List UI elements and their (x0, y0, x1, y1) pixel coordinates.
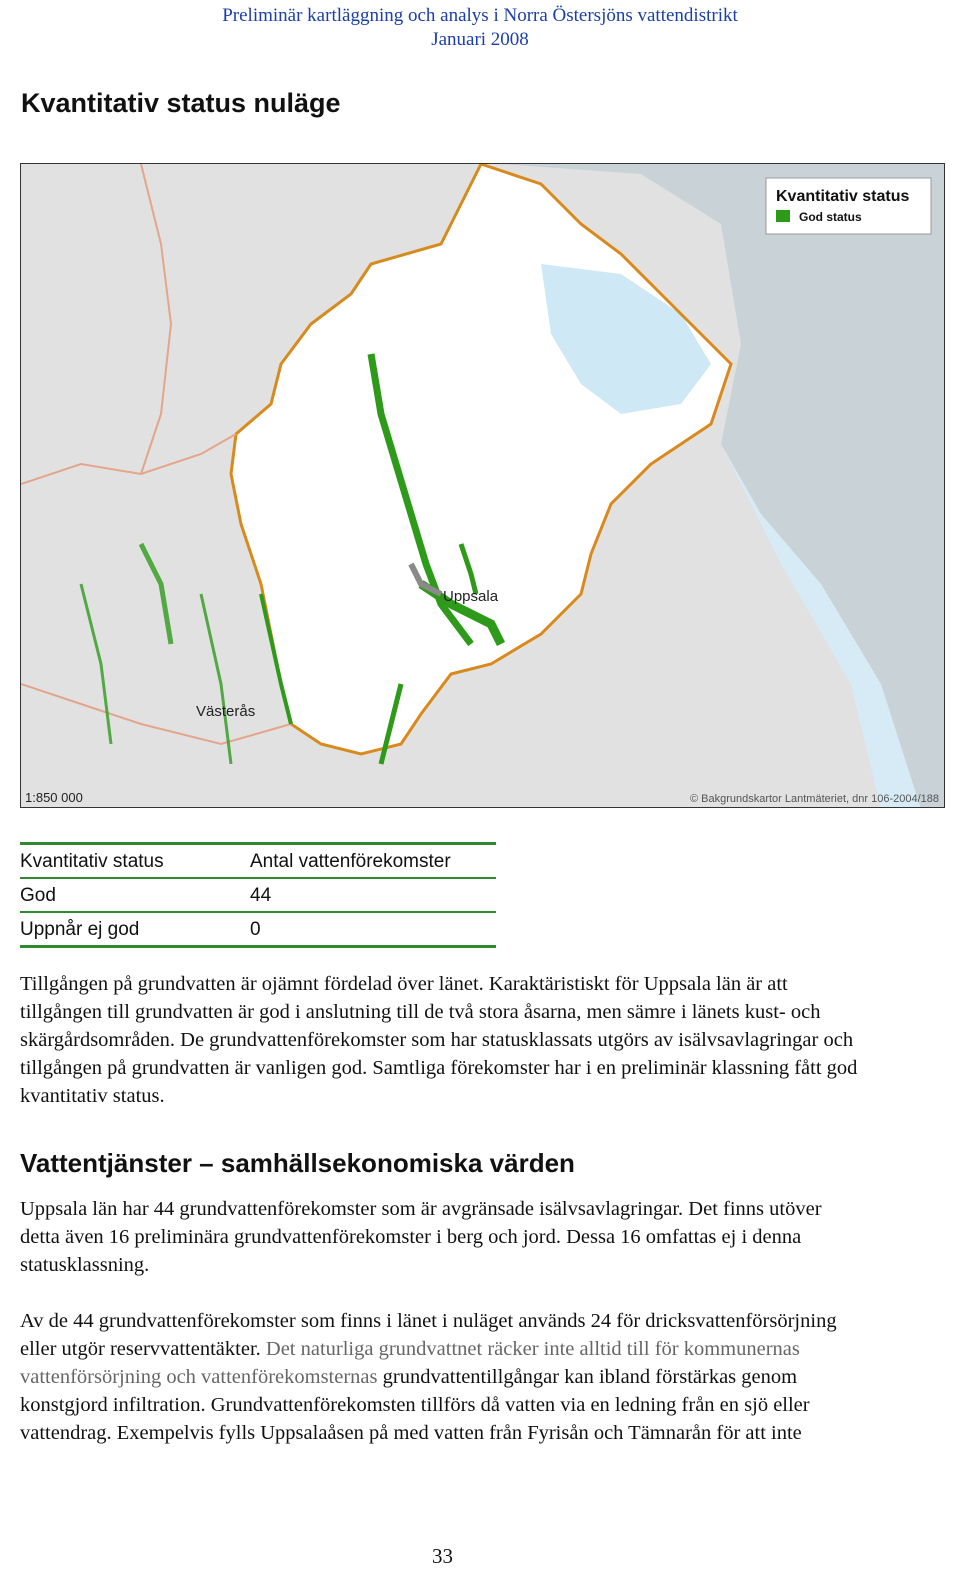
section-heading: Vattentjänster – samhällsekonomiska värden (20, 1148, 575, 1178)
status-map (20, 163, 945, 808)
legend-box (766, 178, 931, 234)
legend-swatch (776, 210, 790, 222)
paragraph-3 (20, 1307, 860, 1447)
label-uppsala: Uppsala (443, 588, 499, 605)
status-table-header (20, 844, 496, 879)
map-copyright: © Bakgrundskartor Lantmäteriet, dnr 106-2004/188 (689, 793, 939, 805)
paragraph-1: Tillgången på grundvatten är ojämnt fördelad över länet. Karaktäristiskt för Uppsala län är att tillgången till grundvatten är god i anslutning till de två stora åsarna, men sämre i länets kust- och skärgårdsområden. De grundvattenförekomster som har statusklassats utgörs av isälvsavlagringar och tillgången på grundvatten är vanligen god. Samtliga förekomster har i en preliminär klassning fått god kvantitativ status. (20, 973, 858, 1107)
paragraph-2: Uppsala län har 44 grundvattenförekomster som är avgränsade isälvsavlagringar. Det finns utöver detta även 16 preliminära grundvattenförekomster i berg och jord. Dessa 16 omfattas ej i denna statusklassning. (20, 1198, 822, 1276)
legend-title: Kvantitativ status (776, 188, 910, 205)
count-cell: 44 (250, 885, 272, 906)
page-number: 33 (432, 1544, 453, 1568)
page-title: Kvantitativ status nuläge (21, 88, 341, 118)
table-row (20, 912, 496, 947)
count-cell: 0 (250, 919, 261, 940)
header-line-1: Preliminär kartläggning och analys i Norra Östersjöns vattendistrikt (222, 5, 738, 26)
paragraph-3-part-2: Det naturliga grundvattnet räcker inte alltid till för kommunernas vattenförsörjning och vattenförekomsternas (20, 1338, 800, 1388)
map-scale: 1:850 000 (25, 790, 83, 805)
map-svg (21, 164, 945, 808)
paragraph-3-part-1: Av de 44 grundvattenförekomster som finns i länet i nuläget används 24 för dricksvattenförsörjning eller utgör reservvattentäkter. (20, 1310, 837, 1360)
status-col-header: Kvantitativ status (20, 851, 164, 872)
table-row (20, 878, 496, 912)
status-cell: Uppnår ej god (20, 919, 140, 940)
page-header (0, 4, 960, 52)
header-line-2: Januari 2008 (431, 29, 529, 50)
legend-item-label: God status (799, 210, 862, 224)
status-cell: God (20, 885, 56, 906)
paragraph-3-part-3: grundvattentillgångar kan ibland förstärkas genom konstgjord infiltration. Grundvattenförekomsten tillförs då vatten via en ledning från en sjö eller vattendrag. Exempelvis fylls Uppsalaåsen på med vatten från Fyrisån och Tämnarån för att inte (20, 1366, 810, 1444)
status-table (20, 842, 496, 948)
count-col-header: Antal vattenförekomster (250, 851, 451, 872)
label-vasteras: Västerås (196, 703, 256, 720)
